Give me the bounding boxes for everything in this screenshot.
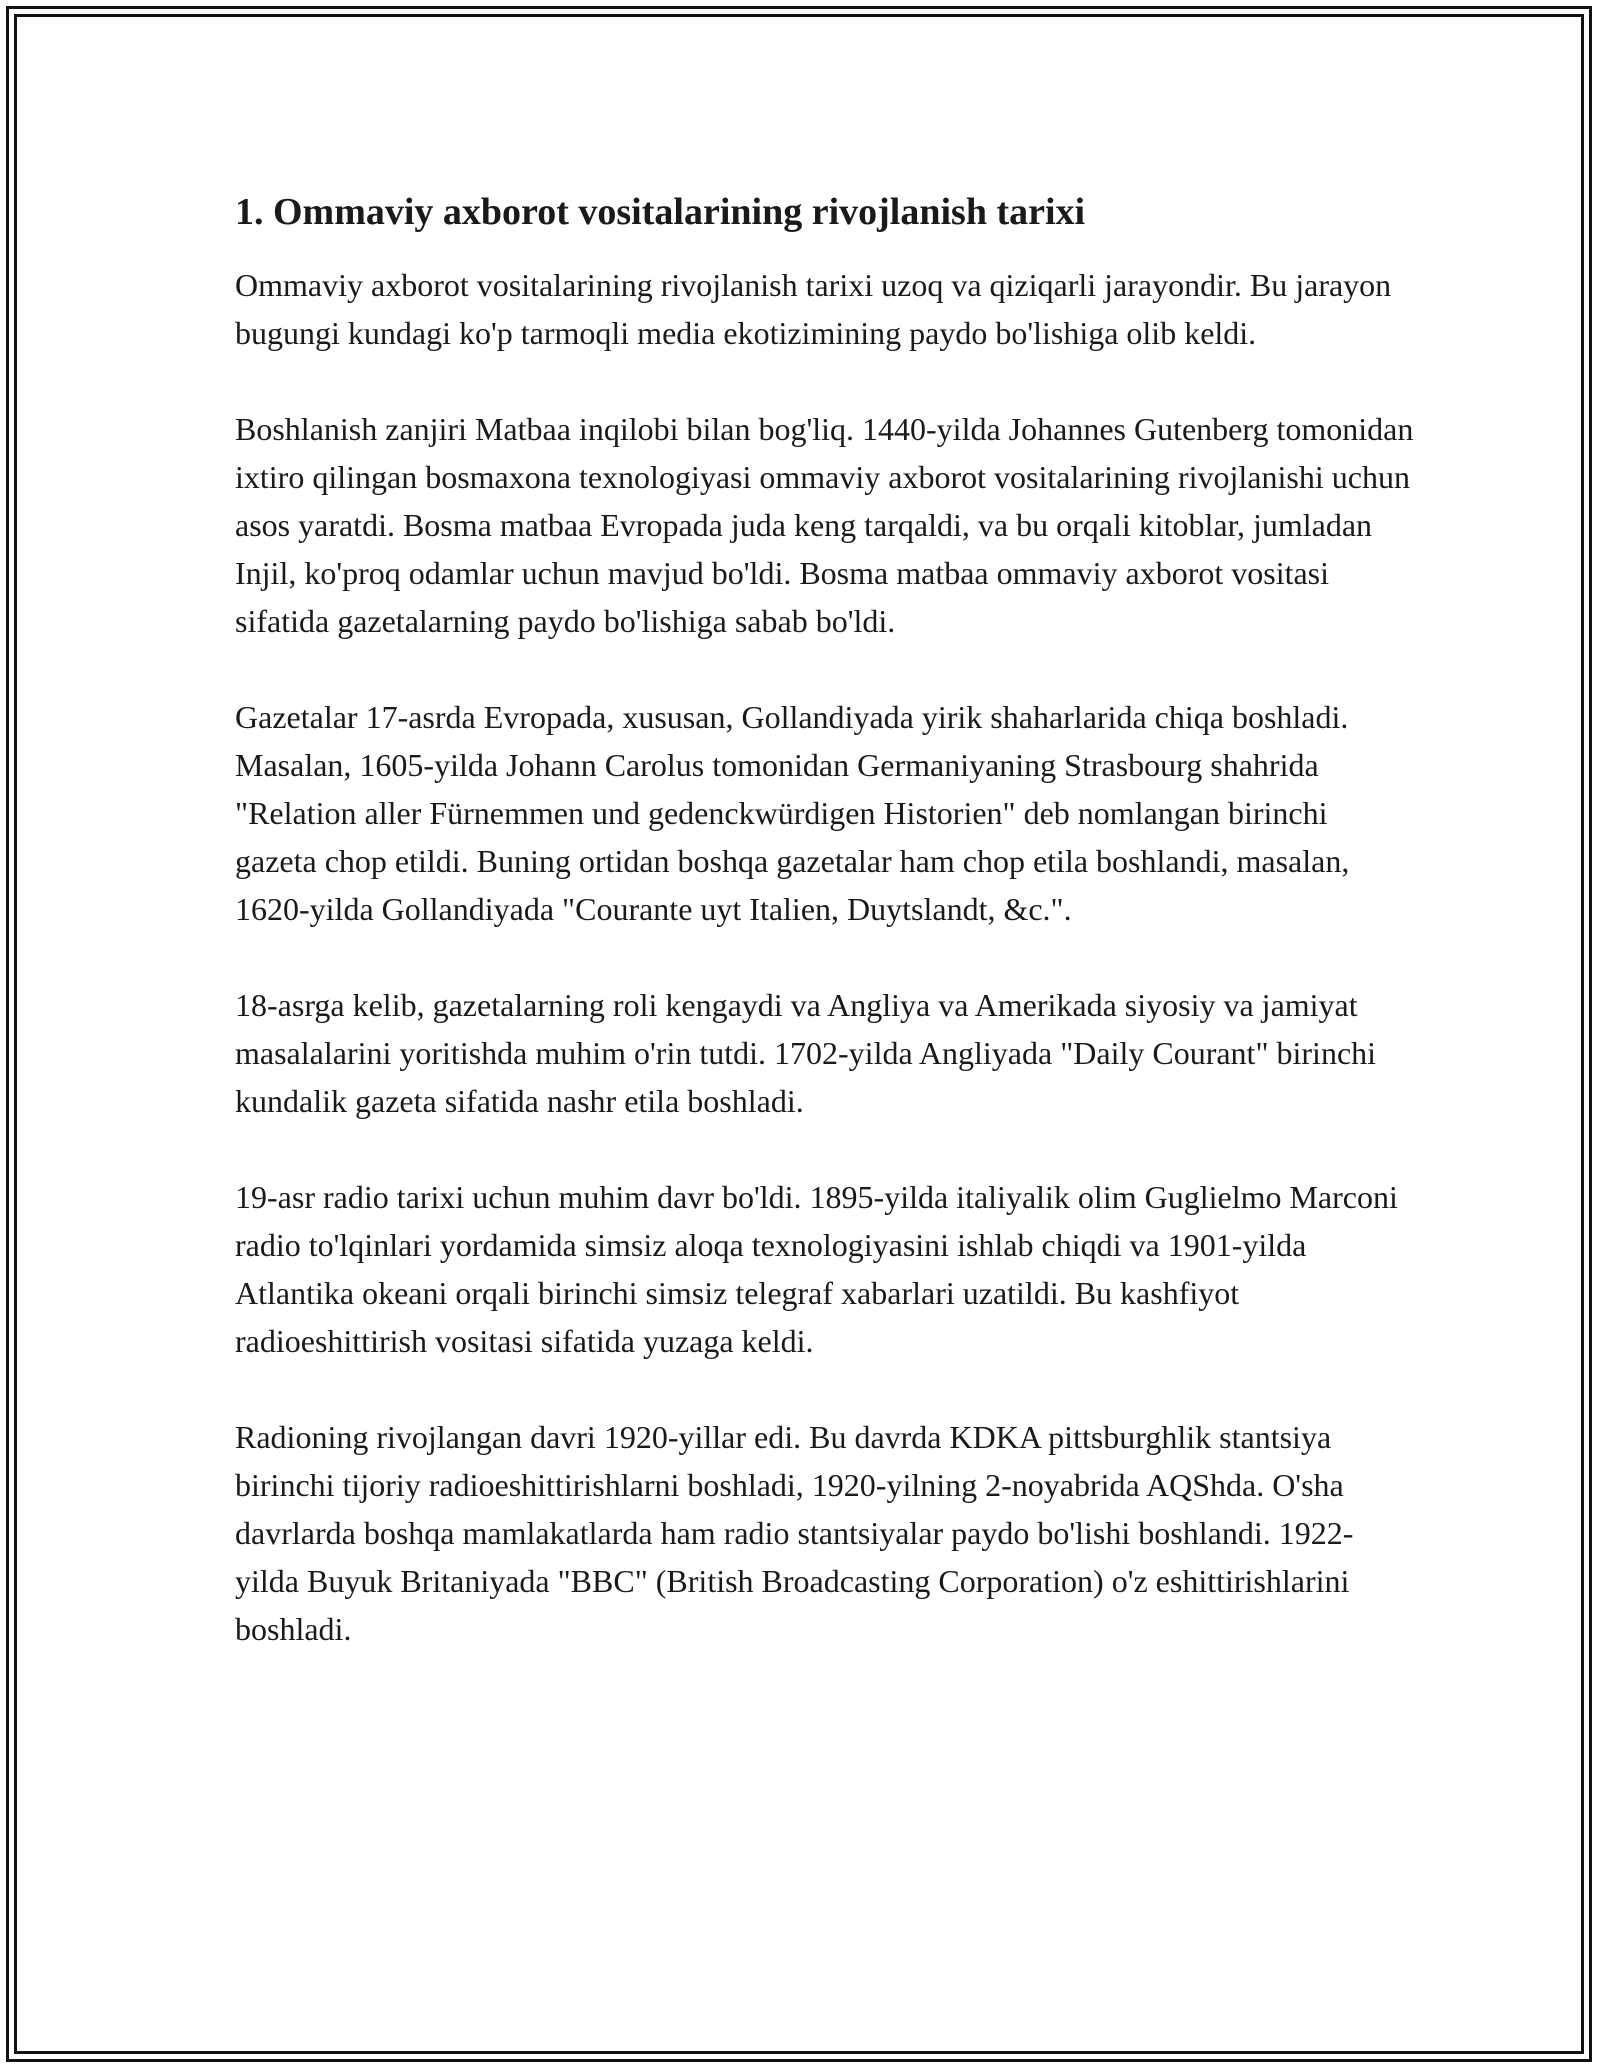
section-heading: 1. Ommaviy axborot vositalarining rivojlanish tarixi	[235, 191, 1086, 233]
paragraph-printing-press: Boshlanish zanjiri Matbaa inqilobi bilan bog'liq. 1440-yilda Johannes Gutenberg tomonidan ixtiro qilingan bosmaxona texnologiyasi ommaviy axborot vositalarining rivojlanishi uchun asos yaratdi. Bosma matbaa Evropada juda keng tarqaldi, va bu orqali kitoblar, jumladan Injil, ko'proq odamlar uchun mavjud bo'ldi. Bosma matbaa ommaviy axborot vositasi sifatida gazetalarning paydo bo'lishiga sabab bo'ldi.	[235, 411, 1414, 639]
document-body	[235, 185, 1415, 1701]
paragraph-intro: Ommaviy axborot vositalarining rivojlanish tarixi uzoq va qiziqarli jarayondir. Bu jarayon bugungi kundagi ko'p tarmoqli media ekotizimining paydo bo'lishiga olib keldi.	[235, 267, 1392, 351]
paragraph-radio-19th-century: 19-asr radio tarixi uchun muhim davr bo'ldi. 1895-yilda italiyalik olim Guglielmo Marconi radio to'lqinlari yordamida simsiz aloqa texnologiyasini ishlab chiqdi va 1901-yilda Atlantika okeani orqali birinchi simsiz telegraf xabarlari uzatildi. Bu kashfiyot radioeshittirish vositasi sifatida yuzaga keldi.	[235, 1179, 1398, 1359]
paragraph-newspapers-17th-century: Gazetalar 17-asrda Evropada, xususan, Gollandiyada yirik shaharlarida chiqa boshladi. Masalan, 1605-yilda Johann Carolus tomonidan Germaniyaning Strasbourg shahrida "Relation aller Fürnemmen und gedenckwürdigen Historien" deb nomlangan birinchi gazeta chop etildi. Buning ortidan boshqa gazetalar ham chop etila boshlandi, masalan, 1620-yilda Gollandiyada "Courante uyt Italien, Duytslandt, &c.".	[235, 699, 1350, 927]
paragraph-radio-1920s: Radioning rivojlangan davri 1920-yillar edi. Bu davrda KDKA pittsburghlik stantsiya birinchi tijoriy radioeshittirishlarni boshladi, 1920-yilning 2-noyabrida AQShda. O'sha davrlarda boshqa mamlakatlarda ham radio stantsiyalar paydo bo'lishi boshlandi. 1922-yilda Buyuk Britaniyada "BBC" (British Broadcasting Corporation) o'z eshittirishlarini boshladi.	[235, 1419, 1354, 1647]
paragraph-newspapers-18th-century: 18-asrga kelib, gazetalarning roli kengaydi va Angliya va Amerikada siyosiy va jamiyat masalalarini yoritishda muhim o'rin tutdi. 1702-yilda Angliyada "Daily Courant" birinchi kundalik gazeta sifatida nashr etila boshladi.	[235, 987, 1377, 1119]
